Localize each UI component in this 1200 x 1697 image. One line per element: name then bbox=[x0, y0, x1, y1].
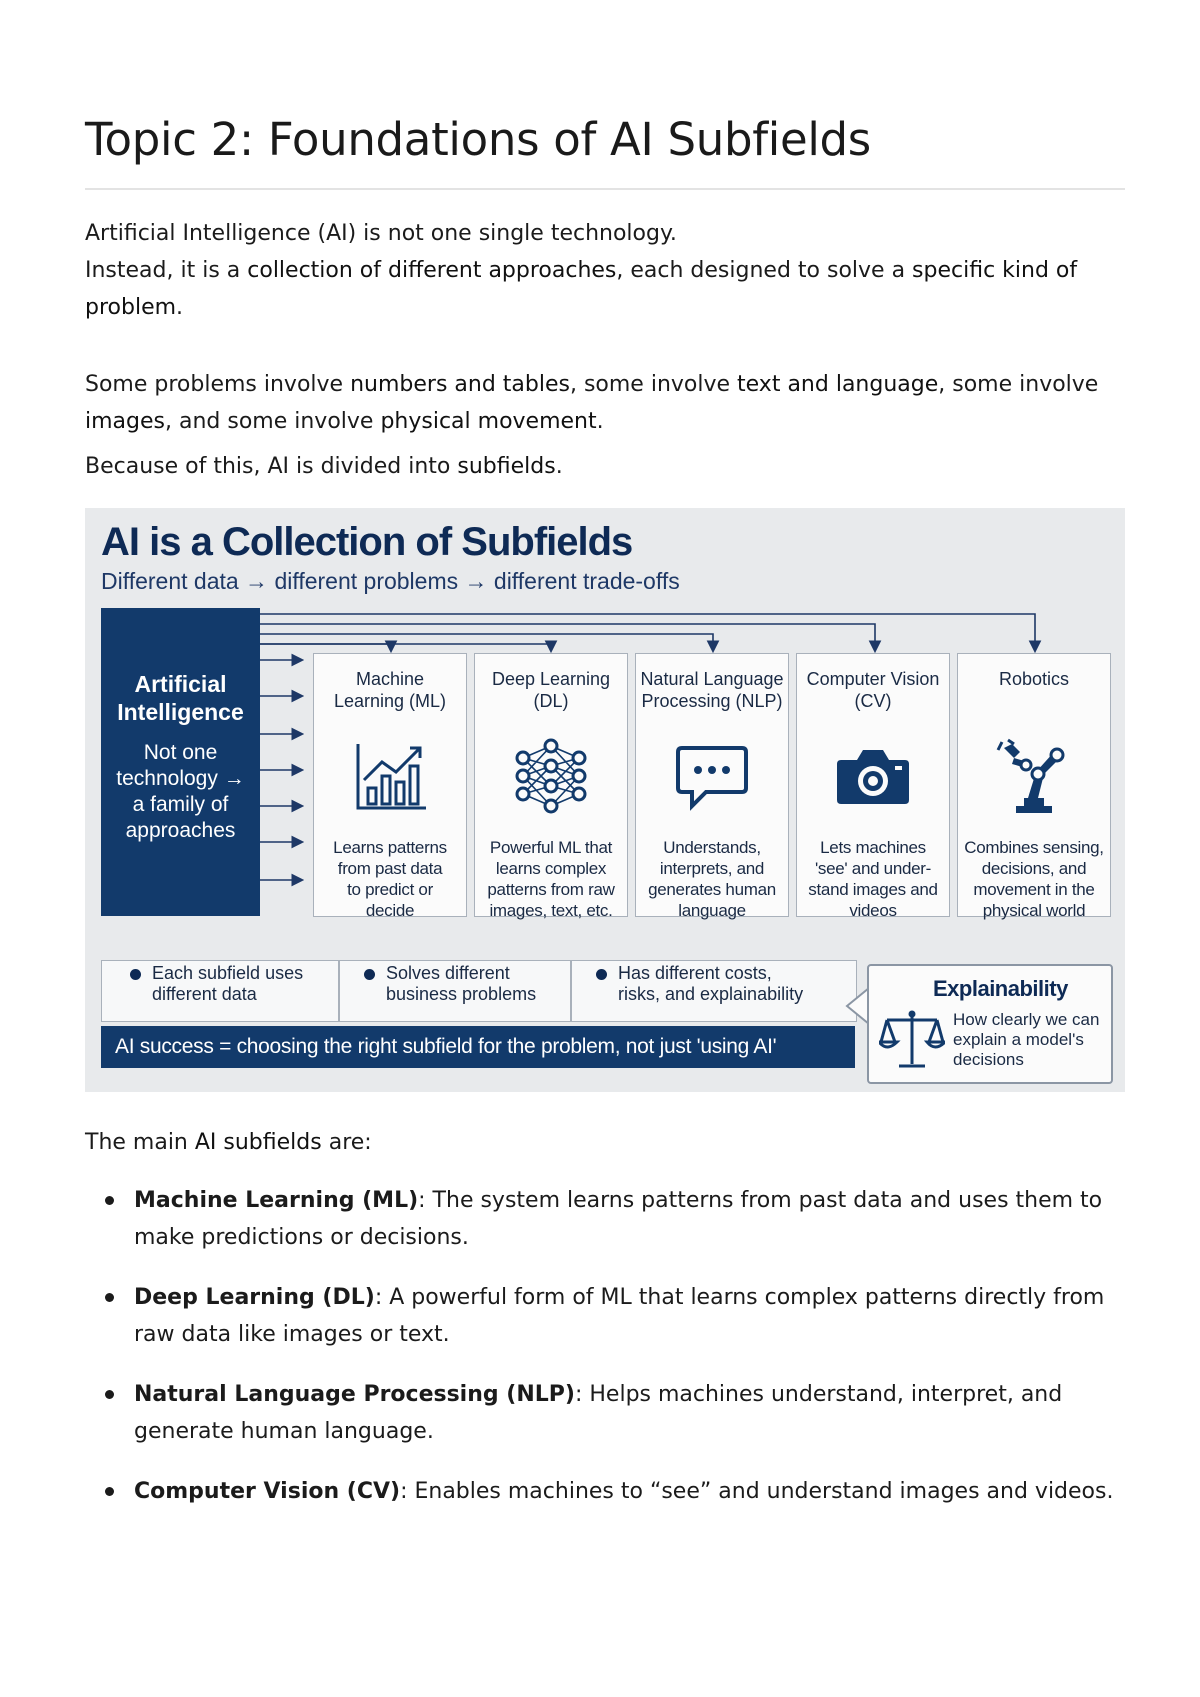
ai-box-desc-line: a family of bbox=[132, 793, 229, 816]
card-desc-line: Learns patterns bbox=[333, 838, 447, 857]
card-desc-line: to predict or bbox=[347, 880, 433, 899]
card-title-line: (DL) bbox=[533, 691, 569, 711]
card-description bbox=[636, 837, 788, 921]
card-description bbox=[314, 837, 466, 921]
key-point-line: business problems bbox=[386, 984, 537, 1004]
key-point-text bbox=[386, 963, 536, 1005]
card-title bbox=[797, 668, 949, 712]
subfields-infographic bbox=[85, 508, 1125, 1092]
card-title bbox=[475, 668, 627, 712]
chat-bubble-icon bbox=[672, 736, 752, 816]
card-title-line: Robotics bbox=[998, 669, 1070, 689]
bullet-icon bbox=[105, 1293, 114, 1302]
camera-icon bbox=[833, 736, 913, 816]
problems-paragraph bbox=[85, 366, 1125, 440]
subfield-card-cv bbox=[796, 653, 950, 920]
subfield-card-robotics bbox=[957, 653, 1111, 920]
subfield-card-ml bbox=[313, 653, 467, 920]
card-title-line: Natural Language bbox=[640, 669, 784, 689]
bullet-dot-icon bbox=[130, 969, 141, 980]
card-desc-line: Combines sensing, bbox=[964, 838, 1104, 857]
list-intro-paragraph bbox=[85, 1124, 1125, 1161]
list-item bbox=[85, 1182, 1125, 1256]
neural-network-icon bbox=[511, 736, 591, 816]
key-point-text bbox=[618, 963, 803, 1005]
card-desc-line: patterns from raw bbox=[487, 880, 615, 899]
para-text: Because of this, AI is divided into bbox=[85, 454, 458, 479]
intro-line1: Artificial Intelligence (AI) is not one single technology. bbox=[85, 221, 677, 246]
explainability-title: Explainability bbox=[933, 976, 1068, 1001]
list-item bbox=[85, 1473, 1125, 1510]
scales-icon bbox=[879, 1008, 945, 1070]
card-description bbox=[797, 837, 949, 921]
card-desc-line: movement in the bbox=[973, 880, 1095, 899]
intro-bold-text: collection of different approaches bbox=[247, 258, 617, 283]
para-bold-text: AI subfields bbox=[194, 1130, 322, 1155]
list-item-text: : The system learns patterns from past data and uses them to make predictions or decisions. bbox=[134, 1188, 1103, 1250]
intro-bold-text: specific kind of problem bbox=[85, 258, 1078, 320]
card-description bbox=[475, 837, 627, 921]
key-point-line: Has different costs, bbox=[618, 963, 772, 983]
bullet-dot-icon bbox=[596, 969, 607, 980]
card-title bbox=[314, 668, 466, 712]
explain-line: How clearly we can bbox=[953, 1010, 1100, 1029]
card-title-line: Deep Learning bbox=[491, 669, 611, 689]
para-text: are: bbox=[321, 1130, 372, 1155]
card-desc-line: Understands, bbox=[663, 838, 761, 857]
bullet-icon bbox=[105, 1196, 114, 1205]
ai-box-title-line: Artificial bbox=[134, 671, 227, 697]
bar-chart-icon bbox=[350, 736, 430, 816]
card-desc-line: physical world bbox=[982, 901, 1086, 920]
ai-success-banner: AI success = choosing the right subfield for the problem, not just 'using AI' bbox=[101, 1026, 855, 1068]
card-desc-line: from past data bbox=[337, 859, 443, 878]
divider bbox=[570, 961, 572, 1021]
para-text: . bbox=[596, 409, 604, 434]
card-desc-line: generates human bbox=[648, 880, 776, 899]
robot-arm-icon bbox=[994, 736, 1074, 816]
card-title-line: Learning (ML) bbox=[333, 691, 447, 711]
page-title: Topic 2: Foundations of AI Subfields bbox=[85, 113, 871, 166]
title-divider bbox=[85, 188, 1125, 190]
card-title-line: (CV) bbox=[854, 691, 892, 711]
card-desc-line: decide bbox=[365, 901, 415, 920]
card-desc-line: Lets machines bbox=[820, 838, 926, 857]
ai-box-desc-line: technology → bbox=[116, 767, 245, 790]
card-desc-line: videos bbox=[849, 901, 897, 920]
explain-line: decisions bbox=[953, 1050, 1024, 1069]
explain-line: explain a model's bbox=[953, 1030, 1084, 1049]
list-item bbox=[85, 1376, 1125, 1450]
ai-box-desc-line: approaches bbox=[125, 819, 236, 842]
para-bold-text: numbers and tables bbox=[350, 372, 570, 397]
card-title-line: Processing (NLP) bbox=[641, 691, 783, 711]
card-title bbox=[636, 668, 788, 712]
para-bold-text: physical movement bbox=[380, 409, 597, 434]
para-bold-text: images bbox=[85, 409, 165, 434]
key-point-line: risks, and explainability bbox=[618, 984, 804, 1004]
card-desc-line: decisions, and bbox=[981, 859, 1087, 878]
list-item-text: : Helps machines understand, interpret, and generate human language. bbox=[134, 1382, 1063, 1444]
card-desc-line: 'see' and under- bbox=[814, 859, 932, 878]
explainability-callout bbox=[867, 964, 1113, 1084]
artificial-intelligence-box bbox=[101, 608, 260, 916]
subfield-card-dl bbox=[474, 653, 628, 920]
list-item-term: Natural Language Processing (NLP) bbox=[134, 1382, 575, 1407]
bullet-icon bbox=[105, 1390, 114, 1399]
list-item-term: Computer Vision (CV) bbox=[134, 1479, 401, 1504]
intro-text: Instead, it is a bbox=[85, 258, 248, 283]
para-text: , some involve bbox=[938, 372, 1099, 397]
list-item-term: Deep Learning (DL) bbox=[134, 1285, 375, 1310]
para-text: , some involve bbox=[569, 372, 738, 397]
list-item-text: : A powerful form of ML that learns complex patterns directly from raw data like images or text. bbox=[134, 1285, 1105, 1347]
infographic-title: AI is a Collection of Subfields bbox=[101, 520, 633, 564]
card-desc-line: stand images and bbox=[808, 880, 938, 899]
ai-box-title-line: Intelligence bbox=[117, 699, 244, 725]
card-description bbox=[958, 837, 1110, 921]
intro-paragraph bbox=[85, 215, 1125, 326]
card-desc-line: language bbox=[678, 901, 746, 920]
divider bbox=[338, 961, 340, 1021]
ai-box-title bbox=[101, 670, 260, 726]
subfields-paragraph bbox=[85, 448, 1125, 485]
key-point-text bbox=[152, 963, 303, 1005]
ai-box-desc-line: Not one bbox=[143, 741, 218, 764]
bullet-icon bbox=[105, 1487, 114, 1496]
list-item bbox=[85, 1279, 1125, 1353]
intro-text: . bbox=[176, 295, 184, 320]
list-item-term: Machine Learning (ML) bbox=[134, 1188, 419, 1213]
subfields-list bbox=[85, 1182, 1125, 1533]
subfield-card-nlp bbox=[635, 653, 789, 920]
list-item-text: : Enables machines to “see” and understand images and videos. bbox=[400, 1479, 1114, 1504]
bullet-dot-icon bbox=[364, 969, 375, 980]
card-desc-line: images, text, etc. bbox=[489, 901, 613, 920]
key-points-row bbox=[101, 960, 857, 1022]
card-title bbox=[958, 668, 1110, 690]
para-text: Some problems involve bbox=[85, 372, 351, 397]
card-desc-line: Powerful ML that bbox=[489, 838, 613, 857]
para-bold-text: subfields bbox=[457, 454, 556, 479]
key-point-line: Solves different bbox=[386, 963, 510, 983]
explainability-description bbox=[953, 1010, 1109, 1070]
para-bold-text: text and language bbox=[737, 372, 939, 397]
para-text: , and some involve bbox=[165, 409, 381, 434]
card-title-line: Machine bbox=[355, 669, 425, 689]
para-text: . bbox=[555, 454, 563, 479]
infographic-subtitle: Different data → different problems → different trade-offs bbox=[101, 568, 680, 594]
ai-box-description bbox=[101, 740, 260, 844]
card-desc-line: learns complex bbox=[495, 859, 607, 878]
para-text: The main bbox=[85, 1130, 195, 1155]
intro-text: , each designed to solve a bbox=[616, 258, 913, 283]
key-point-line: Each subfield uses bbox=[152, 963, 304, 983]
card-title-line: Computer Vision bbox=[806, 669, 940, 689]
card-desc-line: interprets, and bbox=[659, 859, 765, 878]
key-point-line: different data bbox=[152, 984, 257, 1004]
